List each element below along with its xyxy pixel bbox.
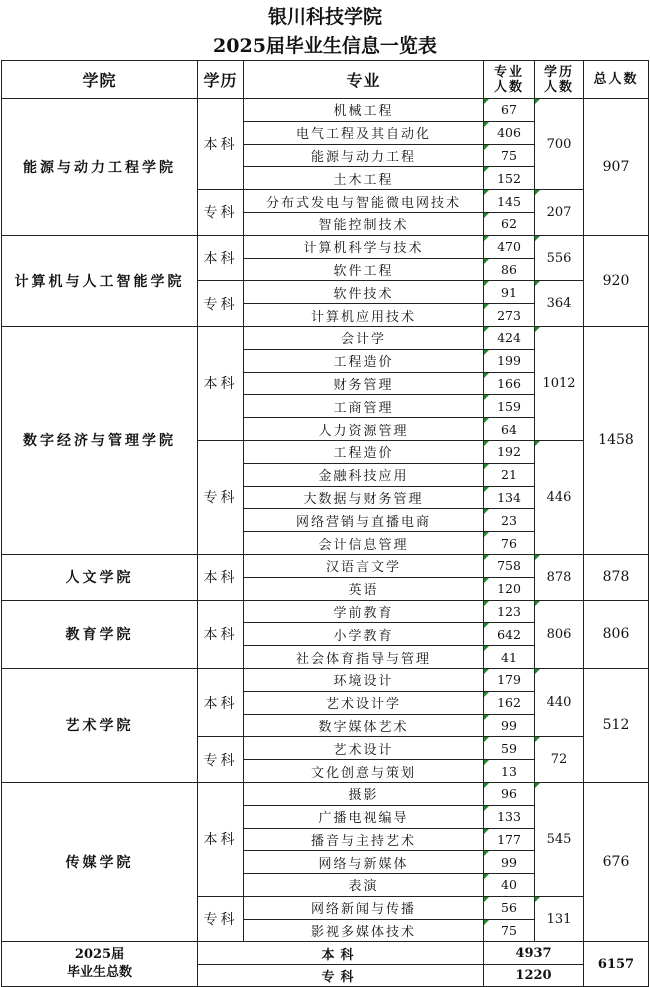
- edu-sum: 207: [535, 190, 584, 236]
- edu-level: 专科: [198, 737, 244, 783]
- table-header: [2, 61, 649, 99]
- major-count: 99: [484, 851, 535, 874]
- major-name: 播音与主持艺术: [244, 828, 484, 851]
- college-total: 676: [584, 782, 649, 942]
- footer-label: 2025届 毕业生总数: [2, 942, 198, 987]
- major-name: 财务管理: [244, 372, 484, 395]
- college-name: 计算机与人工智能学院: [2, 235, 198, 326]
- table-row: [2, 668, 649, 691]
- major-name: 英语: [244, 577, 484, 600]
- footer-bk-total: 4937: [484, 942, 584, 965]
- major-count: 86: [484, 258, 535, 281]
- major-count: 470: [484, 235, 535, 258]
- major-name: 会计信息管理: [244, 532, 484, 555]
- major-count: 179: [484, 668, 535, 691]
- major-count: 758: [484, 554, 535, 577]
- edu-sum: 556: [535, 235, 584, 281]
- footer-zk-label: 专科: [198, 964, 484, 987]
- college-name: 人文学院: [2, 554, 198, 600]
- major-count: 406: [484, 121, 535, 144]
- footer-grand-total: 6157: [584, 942, 649, 987]
- footer-zk-total: 1220: [484, 964, 584, 987]
- major-count: 642: [484, 623, 535, 646]
- header-edu-count: 学历 人数: [535, 61, 584, 99]
- college-name: 艺术学院: [2, 668, 198, 782]
- edu-level: 本科: [198, 782, 244, 896]
- major-name: 能源与动力工程: [244, 144, 484, 167]
- edu-sum: 545: [535, 782, 584, 896]
- major-count: 76: [484, 532, 535, 555]
- college-name: 能源与动力工程学院: [2, 99, 198, 236]
- major-name: 软件技术: [244, 281, 484, 304]
- major-name: 会计学: [244, 326, 484, 349]
- major-count: 21: [484, 463, 535, 486]
- table-row: [2, 99, 649, 122]
- table-row: [2, 600, 649, 623]
- edu-level: 本科: [198, 668, 244, 736]
- major-name: 学前教育: [244, 600, 484, 623]
- header-edu: 学历: [198, 61, 244, 99]
- major-name: 网络与新媒体: [244, 851, 484, 874]
- table-row: [2, 554, 649, 577]
- college-name: 教育学院: [2, 600, 198, 668]
- major-count: 192: [484, 440, 535, 463]
- major-count: 75: [484, 919, 535, 942]
- major-name: 工程造价: [244, 440, 484, 463]
- edu-level: 专科: [198, 440, 244, 554]
- major-name: 分布式发电与智能微电网技术: [244, 190, 484, 213]
- major-name: 软件工程: [244, 258, 484, 281]
- major-count: 199: [484, 349, 535, 372]
- major-name: 小学教育: [244, 623, 484, 646]
- major-count: 177: [484, 828, 535, 851]
- header-major-count: 专业 人数: [484, 61, 535, 99]
- edu-sum: 364: [535, 281, 584, 327]
- major-name: 艺术设计学: [244, 691, 484, 714]
- major-name: 人力资源管理: [244, 418, 484, 441]
- major-name: 摄影: [244, 782, 484, 805]
- major-name: 智能控制技术: [244, 212, 484, 235]
- major-count: 145: [484, 190, 535, 213]
- major-name: 金融科技应用: [244, 463, 484, 486]
- major-name: 网络营销与直播电商: [244, 509, 484, 532]
- major-count: 13: [484, 760, 535, 783]
- major-count: 159: [484, 395, 535, 418]
- college-total: 878: [584, 554, 649, 600]
- edu-sum: 806: [535, 600, 584, 668]
- major-name: 计算机应用技术: [244, 304, 484, 327]
- major-count: 162: [484, 691, 535, 714]
- edu-level: 本科: [198, 554, 244, 600]
- major-count: 64: [484, 418, 535, 441]
- major-name: 网络新闻与传播: [244, 896, 484, 919]
- major-name: 数字媒体艺术: [244, 714, 484, 737]
- major-count: 134: [484, 486, 535, 509]
- major-count: 273: [484, 304, 535, 327]
- header-total: 总人数: [584, 61, 649, 99]
- major-name: 工程造价: [244, 349, 484, 372]
- college-total: 920: [584, 235, 649, 326]
- major-name: 影视多媒体技术: [244, 919, 484, 942]
- table-row: [2, 782, 649, 805]
- major-name: 电气工程及其自动化: [244, 121, 484, 144]
- edu-sum: 700: [535, 99, 584, 190]
- major-count: 96: [484, 782, 535, 805]
- college-total: 1458: [584, 326, 649, 554]
- major-name: 机械工程: [244, 99, 484, 122]
- major-name: 艺术设计: [244, 737, 484, 760]
- edu-sum: 131: [535, 896, 584, 942]
- page-subtitle: 2025届毕业生信息一览表: [213, 35, 437, 57]
- major-count: 41: [484, 646, 535, 669]
- header-major: 专业: [244, 61, 484, 99]
- major-name: 环境设计: [244, 668, 484, 691]
- table-row: [2, 326, 649, 349]
- major-name: 大数据与财务管理: [244, 486, 484, 509]
- table-row: [2, 235, 649, 258]
- major-count: 91: [484, 281, 535, 304]
- edu-sum: 1012: [535, 326, 584, 440]
- college-name: 传媒学院: [2, 782, 198, 942]
- edu-level: 专科: [198, 190, 244, 236]
- major-name: 计算机科学与技术: [244, 235, 484, 258]
- footer-bk-label: 本科: [198, 942, 484, 965]
- major-count: 67: [484, 99, 535, 122]
- major-name: 广播电视编导: [244, 805, 484, 828]
- table-footer: [2, 942, 649, 987]
- major-count: 120: [484, 577, 535, 600]
- major-count: 23: [484, 509, 535, 532]
- major-count: 62: [484, 212, 535, 235]
- major-name: 文化创意与策划: [244, 760, 484, 783]
- major-name: 表演: [244, 874, 484, 897]
- major-name: 汉语言文学: [244, 554, 484, 577]
- major-count: 133: [484, 805, 535, 828]
- edu-sum: 446: [535, 440, 584, 554]
- college-name: 数字经济与管理学院: [2, 326, 198, 554]
- major-count: 424: [484, 326, 535, 349]
- major-name: 工商管理: [244, 395, 484, 418]
- college-total: 907: [584, 99, 649, 236]
- major-count: 59: [484, 737, 535, 760]
- major-name: 土木工程: [244, 167, 484, 190]
- major-count: 99: [484, 714, 535, 737]
- college-total: 806: [584, 600, 649, 668]
- graduate-table: [1, 60, 649, 987]
- page-title: 银川科技学院: [267, 6, 382, 28]
- edu-level: 本科: [198, 235, 244, 281]
- major-count: 40: [484, 874, 535, 897]
- major-count: 75: [484, 144, 535, 167]
- major-count: 152: [484, 167, 535, 190]
- edu-sum: 878: [535, 554, 584, 600]
- edu-sum: 72: [535, 737, 584, 783]
- major-count: 166: [484, 372, 535, 395]
- edu-level: 本科: [198, 99, 244, 190]
- college-total: 512: [584, 668, 649, 782]
- header-college: 学院: [2, 61, 198, 99]
- edu-level: 本科: [198, 600, 244, 668]
- table-body: [2, 99, 649, 942]
- edu-level: 本科: [198, 326, 244, 440]
- edu-sum: 440: [535, 668, 584, 736]
- major-name: 社会体育指导与管理: [244, 646, 484, 669]
- edu-level: 专科: [198, 281, 244, 327]
- major-count: 123: [484, 600, 535, 623]
- major-count: 56: [484, 896, 535, 919]
- edu-level: 专科: [198, 896, 244, 942]
